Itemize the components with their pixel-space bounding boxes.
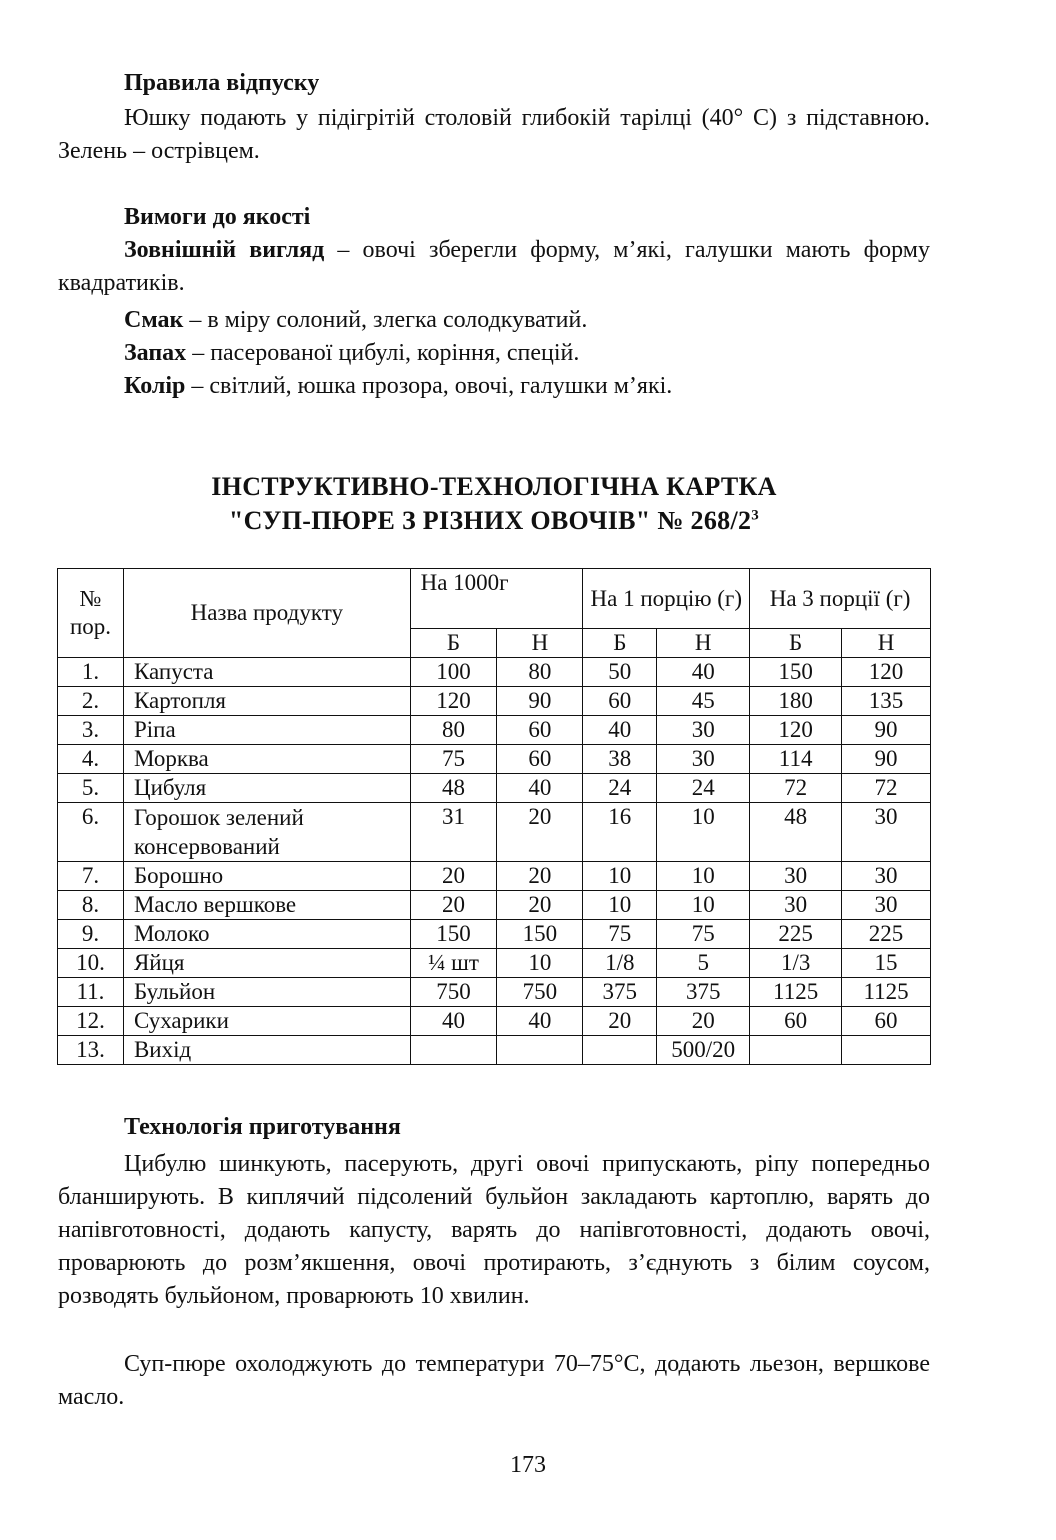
net-1-portion: 30 xyxy=(657,745,750,774)
gross-1000g: 48 xyxy=(410,774,497,803)
table-row xyxy=(58,745,931,774)
product-name: Борошно xyxy=(123,862,410,891)
net-3-portions: 72 xyxy=(842,774,931,803)
net-1-portion: 10 xyxy=(657,803,750,862)
gross-1000g: 80 xyxy=(410,716,497,745)
row-number: 3. xyxy=(58,716,124,745)
table-row xyxy=(58,978,931,1007)
header-net: Н xyxy=(657,629,750,658)
table-row xyxy=(58,803,931,862)
gross-1-portion: 10 xyxy=(583,891,657,920)
gross-1-portion: 20 xyxy=(583,1007,657,1036)
gross-1-portion: 16 xyxy=(583,803,657,862)
row-number: 13. xyxy=(58,1036,124,1065)
gross-1-portion: 375 xyxy=(583,978,657,1007)
gross-1000g xyxy=(410,1036,497,1065)
net-1000g: 20 xyxy=(497,803,583,862)
product-name: Горошок зелений консервований xyxy=(123,803,410,862)
table-row xyxy=(58,1007,931,1036)
net-1000g: 60 xyxy=(497,745,583,774)
product-name: Яйця xyxy=(123,949,410,978)
gross-3-portions: 1125 xyxy=(750,978,842,1007)
net-3-portions xyxy=(842,1036,931,1065)
ingredients-table xyxy=(57,568,931,1065)
gross-3-portions: 72 xyxy=(750,774,842,803)
gross-3-portions: 30 xyxy=(750,862,842,891)
gross-1000g: 120 xyxy=(410,687,497,716)
gross-1-portion xyxy=(583,1036,657,1065)
gross-3-portions: 30 xyxy=(750,891,842,920)
net-1-portion: 500/20 xyxy=(657,1036,750,1065)
page-number: 173 xyxy=(510,1452,546,1478)
gross-1000g: 40 xyxy=(410,1007,497,1036)
table-row xyxy=(58,658,931,687)
serving-heading: Правила відпуску xyxy=(124,70,320,96)
table-row xyxy=(58,949,931,978)
gross-1000g: 75 xyxy=(410,745,497,774)
gross-1-portion: 1/8 xyxy=(583,949,657,978)
table-row xyxy=(58,1036,931,1065)
quality-smell xyxy=(124,337,579,370)
net-1-portion: 40 xyxy=(657,658,750,687)
gross-3-portions: 180 xyxy=(750,687,842,716)
row-number: 9. xyxy=(58,920,124,949)
table-row xyxy=(58,716,931,745)
net-1000g xyxy=(497,1036,583,1065)
table-row xyxy=(58,862,931,891)
gross-3-portions: 60 xyxy=(750,1007,842,1036)
net-1000g: 60 xyxy=(497,716,583,745)
product-name: Бульйон xyxy=(123,978,410,1007)
header-gross: Б xyxy=(410,629,497,658)
gross-1000g: 20 xyxy=(410,862,497,891)
product-name: Молоко xyxy=(123,920,410,949)
product-name: Цибуля xyxy=(123,774,410,803)
header-per-1-portion: На 1 порцію (г) xyxy=(583,569,750,629)
header-net: Н xyxy=(842,629,931,658)
net-3-portions: 60 xyxy=(842,1007,931,1036)
table-row xyxy=(58,920,931,949)
row-number: 1. xyxy=(58,658,124,687)
net-1000g: 20 xyxy=(497,862,583,891)
gross-1-portion: 75 xyxy=(583,920,657,949)
header-per-3-portions: На 3 порції (г) xyxy=(750,569,931,629)
quality-heading: Вимоги до якості xyxy=(124,204,311,230)
card-title-line1: ІНСТРУКТИВНО-ТЕХНОЛОГІЧНА КАРТКА xyxy=(211,472,777,501)
table-row xyxy=(58,891,931,920)
row-number: 8. xyxy=(58,891,124,920)
product-name: Картопля xyxy=(123,687,410,716)
net-1000g: 150 xyxy=(497,920,583,949)
quality-appearance-term: Зовнішній вигляд xyxy=(124,237,325,263)
net-3-portions: 90 xyxy=(842,716,931,745)
quality-smell-term: Запах xyxy=(124,340,187,366)
card-title-line2 xyxy=(58,506,930,536)
product-name: Капуста xyxy=(123,658,410,687)
gross-3-portions: 150 xyxy=(750,658,842,687)
table-body xyxy=(58,658,931,1065)
gross-1000g: 100 xyxy=(410,658,497,687)
net-1000g: 10 xyxy=(497,949,583,978)
net-1-portion: 10 xyxy=(657,862,750,891)
gross-1000g: 150 xyxy=(410,920,497,949)
net-3-portions: 30 xyxy=(842,803,931,862)
net-3-portions: 1125 xyxy=(842,978,931,1007)
card-title-text: "СУП-ПЮРЕ З РІЗНИХ ОВОЧІВ" № 268/2 xyxy=(228,506,752,535)
header-gross: Б xyxy=(750,629,842,658)
net-1-portion: 45 xyxy=(657,687,750,716)
product-name: Масло вершкове xyxy=(123,891,410,920)
row-number: 4. xyxy=(58,745,124,774)
header-number: № пор. xyxy=(58,569,124,658)
net-1-portion: 75 xyxy=(657,920,750,949)
technology-paragraph-2: Суп-пюре охолоджують до температури 70–75°С, додають льезон, вершкове масло. xyxy=(58,1351,930,1410)
product-name: Ріпа xyxy=(123,716,410,745)
gross-3-portions: 114 xyxy=(750,745,842,774)
net-1000g: 750 xyxy=(497,978,583,1007)
net-1000g: 90 xyxy=(497,687,583,716)
header-per-1000g: На 1000г xyxy=(410,569,583,629)
product-name: Вихід xyxy=(123,1036,410,1065)
product-name: Морква xyxy=(123,745,410,774)
net-1000g: 80 xyxy=(497,658,583,687)
product-name: Сухарики xyxy=(123,1007,410,1036)
technology-heading: Технологія приготування xyxy=(124,1114,401,1140)
quality-color-term: Колір xyxy=(124,373,186,399)
row-number: 10. xyxy=(58,949,124,978)
gross-1000g: 20 xyxy=(410,891,497,920)
row-number: 2. xyxy=(58,687,124,716)
quality-color-text: – світлий, юшка прозора, овочі, галушки м’які. xyxy=(185,373,673,399)
net-1-portion: 30 xyxy=(657,716,750,745)
table-row xyxy=(58,774,931,803)
gross-1-portion: 40 xyxy=(583,716,657,745)
net-1000g: 40 xyxy=(497,774,583,803)
table-row xyxy=(58,687,931,716)
row-number: 7. xyxy=(58,862,124,891)
gross-1000g: 750 xyxy=(410,978,497,1007)
gross-1-portion: 38 xyxy=(583,745,657,774)
card-title-superscript: 3 xyxy=(751,507,760,524)
gross-3-portions: 48 xyxy=(750,803,842,862)
serving-text: Юшку подають у підігрітій столовій глибокій тарілці (40° С) з підставною. Зелень – острівцем. xyxy=(58,105,930,164)
net-3-portions: 30 xyxy=(842,862,931,891)
net-3-portions: 225 xyxy=(842,920,931,949)
gross-3-portions xyxy=(750,1036,842,1065)
quality-taste xyxy=(124,304,587,337)
technology-paragraph-1: Цибулю шинкують, пасерують, другі овочі припускають, ріпу попередньо бланширують. В киплячий підсолений бульйон закладають картоплю, варять до напівготовності, додають капусту, варять до напівготовності, додають овочі, проварюють до розм’якшення, овочі протирають, з’єднують з білим соусом, розводять бульйоном, проварюють 10 хвилин. xyxy=(58,1151,930,1309)
gross-1-portion: 60 xyxy=(583,687,657,716)
quality-taste-term: Смак xyxy=(124,307,184,333)
quality-taste-text: – в міру солоний, злегка солодкуватий. xyxy=(183,307,588,333)
net-3-portions: 30 xyxy=(842,891,931,920)
gross-3-portions: 120 xyxy=(750,716,842,745)
row-number: 12. xyxy=(58,1007,124,1036)
gross-1-portion: 50 xyxy=(583,658,657,687)
gross-1000g: 31 xyxy=(410,803,497,862)
net-1000g: 20 xyxy=(497,891,583,920)
quality-appearance xyxy=(58,234,930,300)
net-1000g: 40 xyxy=(497,1007,583,1036)
net-3-portions: 135 xyxy=(842,687,931,716)
header-gross: Б xyxy=(583,629,657,658)
header-net: Н xyxy=(497,629,583,658)
quality-smell-text: – пасерованої цибулі, коріння, спецій. xyxy=(186,340,580,366)
net-1-portion: 375 xyxy=(657,978,750,1007)
header-product-name: Назва продукту xyxy=(123,569,410,658)
row-number: 11. xyxy=(58,978,124,1007)
net-1-portion: 20 xyxy=(657,1007,750,1036)
quality-appearance-text: – овочі зберегли форму, м’які, галушки мають форму квадратиків. xyxy=(58,237,930,296)
net-3-portions: 120 xyxy=(842,658,931,687)
row-number: 6. xyxy=(58,803,124,862)
row-number: 5. xyxy=(58,774,124,803)
net-3-portions: 90 xyxy=(842,745,931,774)
gross-3-portions: 225 xyxy=(750,920,842,949)
net-1-portion: 10 xyxy=(657,891,750,920)
quality-color xyxy=(124,370,672,403)
net-1-portion: 5 xyxy=(657,949,750,978)
gross-3-portions: 1/3 xyxy=(750,949,842,978)
gross-1-portion: 24 xyxy=(583,774,657,803)
gross-1-portion: 10 xyxy=(583,862,657,891)
net-1-portion: 24 xyxy=(657,774,750,803)
gross-1000g: ¼ шт xyxy=(410,949,497,978)
net-3-portions: 15 xyxy=(842,949,931,978)
